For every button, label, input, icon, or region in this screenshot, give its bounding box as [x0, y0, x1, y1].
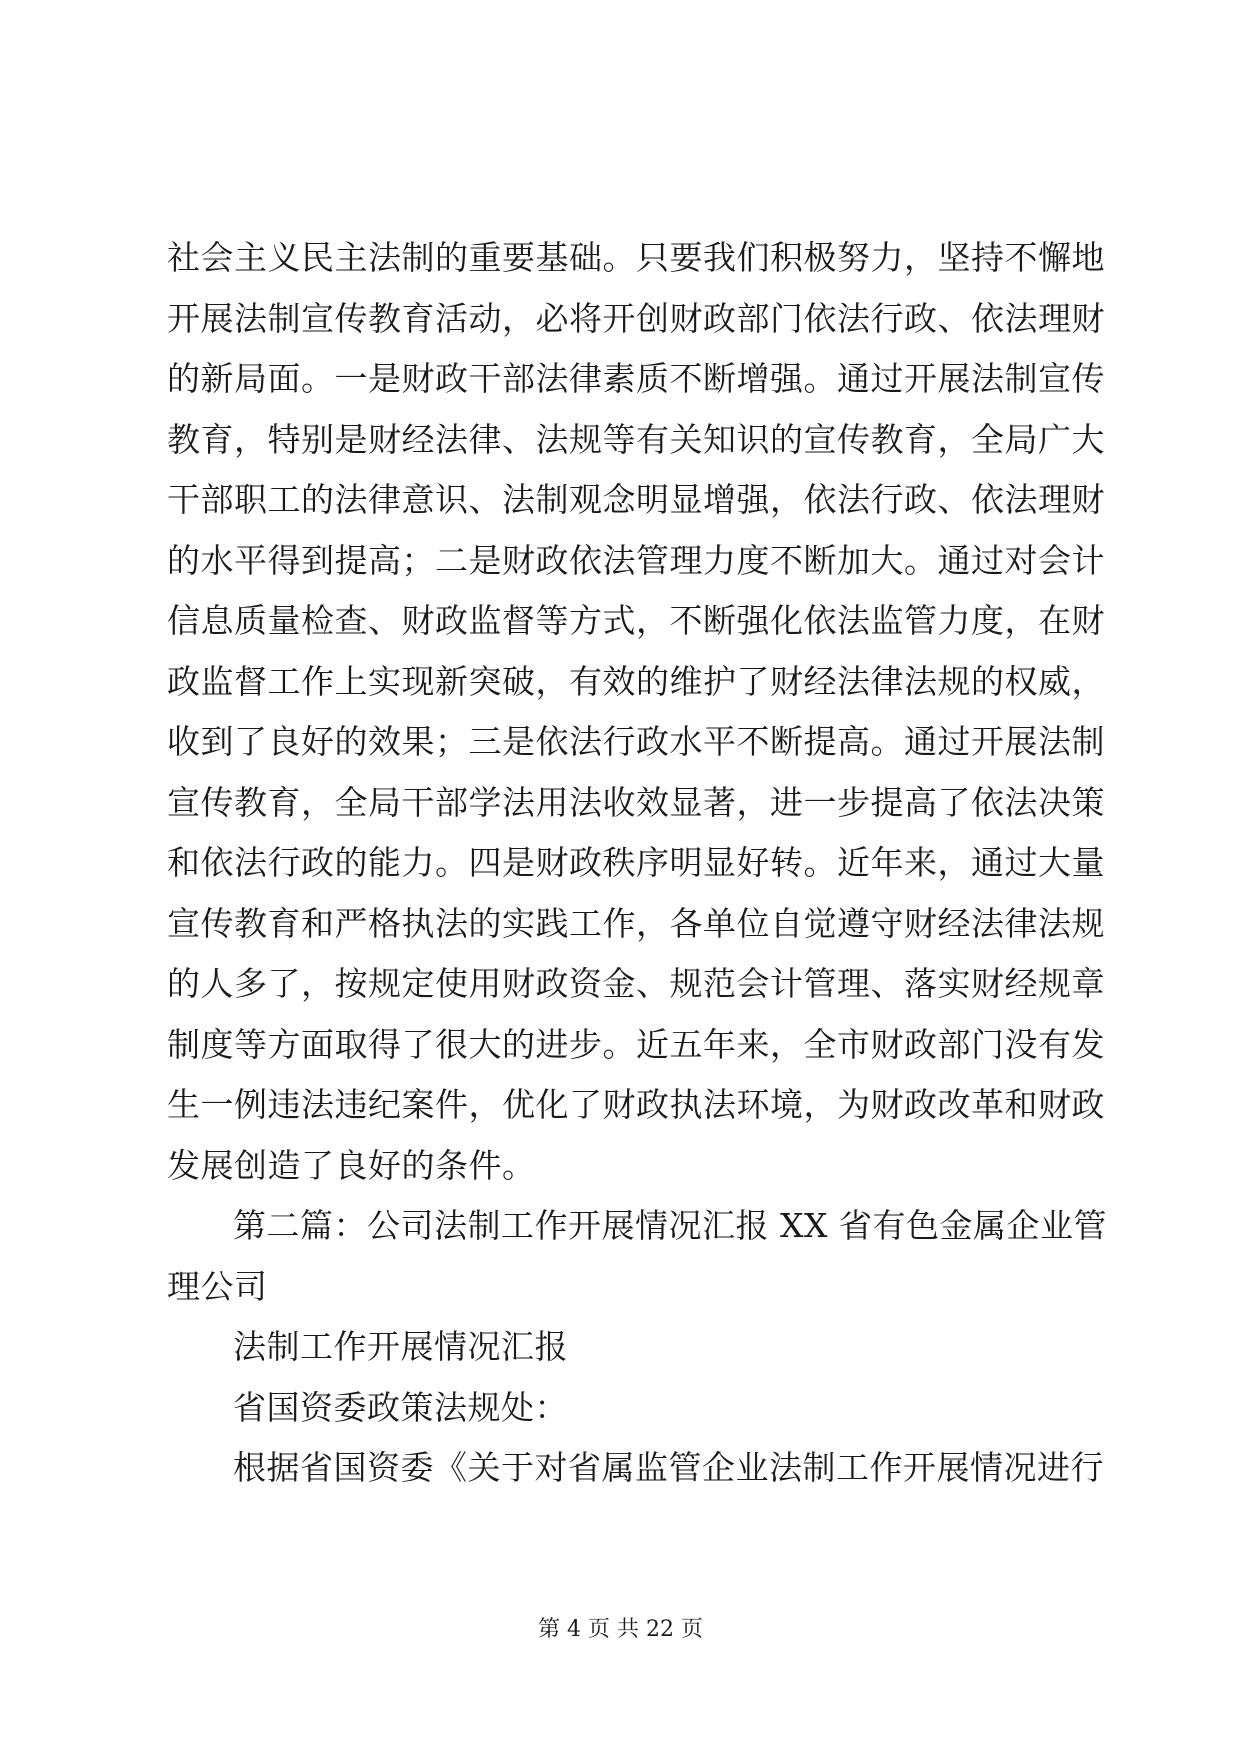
section-heading-line: 理公司	[167, 1266, 268, 1306]
text-line: 宣传教育和严格执法的实践工作，各单位自觉遵守财经法律法规	[167, 903, 1105, 943]
text-line: 制度等方面取得了很大的进步。近五年来，全市财政部门没有发	[167, 1024, 1105, 1064]
text-line: 教育，特别是财经法律、法规等有关知识的宣传教育，全局广大	[167, 419, 1105, 459]
text-line: 开展法制宣传教育活动，必将开创财政部门依法行政、依法理财	[167, 298, 1105, 338]
document-body	[167, 228, 1107, 1499]
text-line: 信息质量检查、财政监督等方式，不断强化依法监管力度，在财	[167, 601, 1105, 640]
text-line: 的水平得到提高；二是财政依法管理力度不断加大。通过对会计	[167, 540, 1105, 580]
report-title: 法制工作开展情况汇报	[233, 1327, 568, 1366]
page-number-footer: 第 4 页 共 22 页	[538, 1617, 703, 1642]
text-line: 的新局面。一是财政干部法律素质不断增强。通过开展法制宣传	[167, 359, 1105, 398]
text-line: 宣传教育，全局干部学法用法收效显著，进一步提高了依法决策	[167, 782, 1105, 822]
text-line: 社会主义民主法制的重要基础。只要我们积极努力，坚持不懈地	[167, 238, 1105, 277]
salutation: 省国资委政策法规处：	[233, 1387, 568, 1427]
text-line: 的人多了，按规定使用财政资金、规范会计管理、落实财经规章	[167, 964, 1105, 1003]
text-line: 政监督工作上实现新突破，有效的维护了财经法律法规的权威，	[167, 661, 1105, 701]
text-line: 根据省国资委《关于对省属监管企业法制工作开展情况进行	[233, 1448, 1104, 1487]
text-line: 干部职工的法律意识、法制观念明显增强，依法行政、依法理财	[167, 480, 1105, 519]
text-line: 生一例违法违纪案件，优化了财政执法环境，为财政改革和财政	[167, 1085, 1105, 1124]
text-line: 和依法行政的能力。四是财政秩序明显好转。近年来，通过大量	[167, 843, 1105, 882]
section-heading-line: 第二篇：公司法制工作开展情况汇报 XX 省有色金属企业管	[233, 1206, 1107, 1245]
text-line: 发展创造了良好的条件。	[167, 1145, 536, 1185]
text-line: 收到了良好的效果；三是依法行政水平不断提高。通过开展法制	[167, 722, 1105, 761]
